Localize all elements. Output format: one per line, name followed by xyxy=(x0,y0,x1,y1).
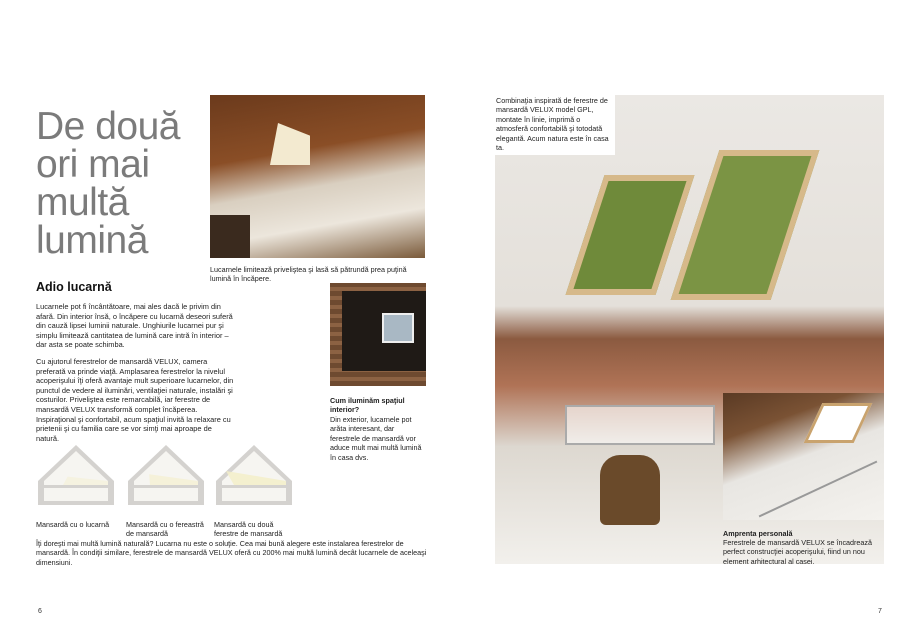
paragraph-2: Cu ajutorul ferestrelor de mansardă VELUX, camera preferată va prinde viaţă. Amplasarea ferestrelor la nivelul acoperişului îţi oferă avantaje mult superioare lucarnelor, din punctul de vedere al iluminări, ventilaţiei naturale, instalări şi costurilor. Priveliştea este remarcabilă, iar ferestre de mansardă VELUX transformă complet încăperea. Inspiraţional şi confortabil, acum spaţiul invită la relaxare cu prietenii şi cu familia care se vor simţi mai aproape de natură. xyxy=(36,357,234,443)
house-light-diagram xyxy=(126,443,211,539)
diagram-label: Mansardă cu două ferestre de mansardă xyxy=(214,520,283,539)
skylight-stair-photo xyxy=(723,393,884,520)
house-light-diagram xyxy=(36,443,121,529)
house-light-diagram xyxy=(214,443,299,539)
bottom-text: Îţi doreşti mai multă lumină naturală? Lucarna nu este o soluţie. Cea mai bună alegere este instalarea ferestrelor de mansardă. În condiţii similare, ferestrele de mansardă VELUX oferă cu 200% mai multă lumină decât lucarnele de aceleaşi dimensiuni. xyxy=(36,539,427,567)
page-number-right: 7 xyxy=(878,608,882,615)
main-photo-caption: Combinaţia inspirată de ferestre de mansardă VELUX model GPL, montate în linie, imprimă o atmosferă confortabilă şi totodată elegantă. Acum natura este în casa ta. xyxy=(490,95,615,155)
house-diagram-icon xyxy=(214,443,294,507)
inset-heading: Amprenta personală xyxy=(723,529,793,538)
attic-dormer-interior-photo xyxy=(210,95,425,258)
house-diagram-icon xyxy=(126,443,206,507)
page-number-left: 6 xyxy=(38,608,42,615)
photo1-caption: Lucarnele limitează priveliştea şi lasă să pătrundă prea puţină lumină în încăpere. xyxy=(210,265,407,284)
dormer-exterior-photo xyxy=(330,283,426,386)
diagram-label: Mansardă cu o lucarnă xyxy=(36,520,110,529)
house-diagram-icon xyxy=(36,443,116,507)
diagram-label: Mansardă cu o fereastră de mansardă xyxy=(126,520,204,539)
section-heading: Adio lucarnă xyxy=(36,280,112,294)
sidebar-text: Din exterior, lucarnele pot arăta interesant, dar ferestrele de mansardă vor aduce mult mai multă lumină în casa dvs. xyxy=(330,415,422,462)
page-title: De două ori mai multă lumină xyxy=(36,105,180,262)
inset-text: Ferestrele de mansardă VELUX se încadrează perfect construcţiei acoperişului, fiind un nou element arhitectural al casei. xyxy=(723,538,873,566)
sidebar-heading: Cum iluminăm spaţiul interior? xyxy=(330,396,405,415)
paragraph-1: Lucarnele pot fi încântătoare, mai ales dacă le privim din afară. Din interior însă, o încăpere cu lucarnă deseori suferă din cauză lipsei luminii naturale. Unghiurile lucarnei pur şi simplu limitează cantitatea de lumină care intră în interior – dar asta se poate schimba. xyxy=(36,302,233,350)
